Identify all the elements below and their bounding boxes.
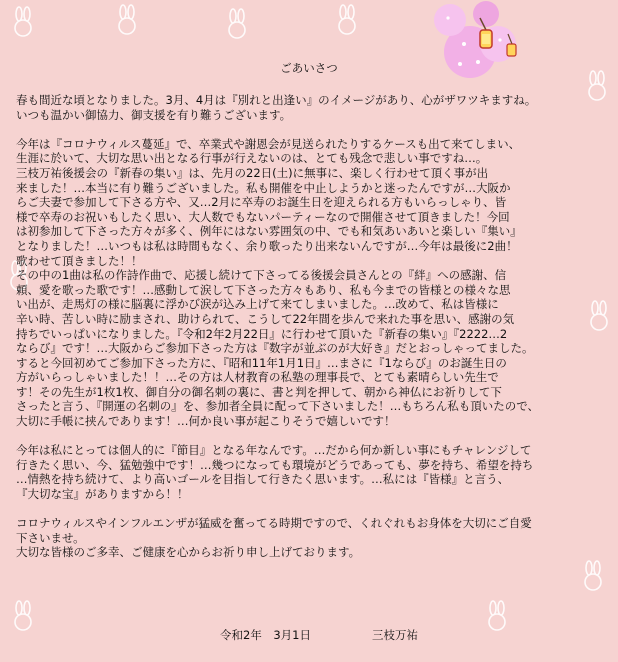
bunny-pattern-icon — [220, 8, 254, 42]
bunny-pattern-icon — [576, 560, 610, 594]
paragraph: 春も間近な頃となりました。3月、4月は『別れと出逢い』のイメージがあり、心がザワツキますね。 いつも温かい御協力、御支援を有り難うございます。 — [16, 93, 537, 122]
letter-date: 令和2年 3月1日 — [220, 628, 311, 642]
bunny-pattern-icon — [6, 600, 40, 634]
bunny-pattern-icon — [6, 6, 40, 40]
letter-body — [16, 93, 610, 560]
paragraph: 今年は私にとっては個人的に『節目』となる年なんです。…だから何か新しい事にもチャレンジして 行きたく思い、今、猛勉強中です！…幾つになっても環境がどうであっても、夢を持ち、希望を持ち …情熱を持ち続けて、より高いゴールを目指して行きたく思います。…私には『皆様』と言う、 『大切な宝』がありますから！！ — [16, 443, 534, 502]
bunny-pattern-icon — [480, 600, 514, 634]
signature: 三枝万祐 — [372, 628, 418, 642]
paragraph: 今年は『コロナウィルス蔓延』で、卒業式や謝恩会が見送られたりするケースも出て来てしまい、 生涯に於いて、大切な思い出となる行事が行えないのは、とても残念で悲しい事ですね…。 三枝万祐後援会の『新春の集い』は、先月の22日(土)に無事に、楽しく行わせて頂く事が出 来ました！…本当に有り難うございました。私も開催を中止しようかと迷ったんですが…大阪か らご夫妻で参加して下さる方や、又…2月に卒寿のお誕生日を迎えられる方もいらっしゃり、皆 様で卒寿のお祝いもしたく思い、大人数でもないパーティーなので開催させて頂きました！今回 は初参加して下さった方々が多く、例年にはない雰囲気の中、でも和気あいあいと楽しい『集い』 となりました！…いつもは私は時間もなく、余り歌ったり出来ないんですが…今年は最後に2曲！ 歌わせて頂きました！！ その中の1曲は私の作詩作曲で、応援し続けて下さってる後援会員さんとの『絆』への感謝、信 頼、愛を歌った歌です！…感動して涙して下さった方々もあり、私も今までの皆様との様々な思 い出が、走馬灯の様に脳裏に浮かび涙が込み上げて来てしまいました。…改めて、私は皆様に 辛い時、苦しい時に励まされ、助けられて、こうして22年間を歩んで来れた事を思い、感謝の気 持ちでいっぱいになりました。『令和2年2月22日』に行わせて頂いた『新春の集い』『2222…2 ならび』です！…大阪からご参加下さった方は『数字が並ぶのが大好き』だとおっしゃってました。 すると今回初めてご参加下さった方に、『昭和11年1月1日』…まさに『1ならび』のお誕生日の 方がいらっしゃいました！！…その方は人材教育の私塾の理事長で、とても素晴らしい先生で す！その先生が1枚1枚、御自分の御名刺の裏に、書と判を押して、朝から神仏にお祈りして下 さったと言う、『開運の名刺の』を、参加者全員に配って下さいました！…もちろん私も頂いたので、 大切に手帳に挟んであります！…何か良い事が起こりそうで嬉しいです！ — [16, 136, 540, 429]
bunny-pattern-icon — [330, 4, 364, 38]
paragraph: コロナウィルスやインフルエンザが猛威を奮ってる時期ですので、くれぐれもお身体を大切にご自愛 下さいませ。 大切な皆様のご多幸、ご健康を心からお祈り申し上げております。 — [16, 516, 532, 560]
bunny-pattern-icon — [110, 4, 144, 38]
letter-title: ごあいさつ — [280, 61, 338, 75]
